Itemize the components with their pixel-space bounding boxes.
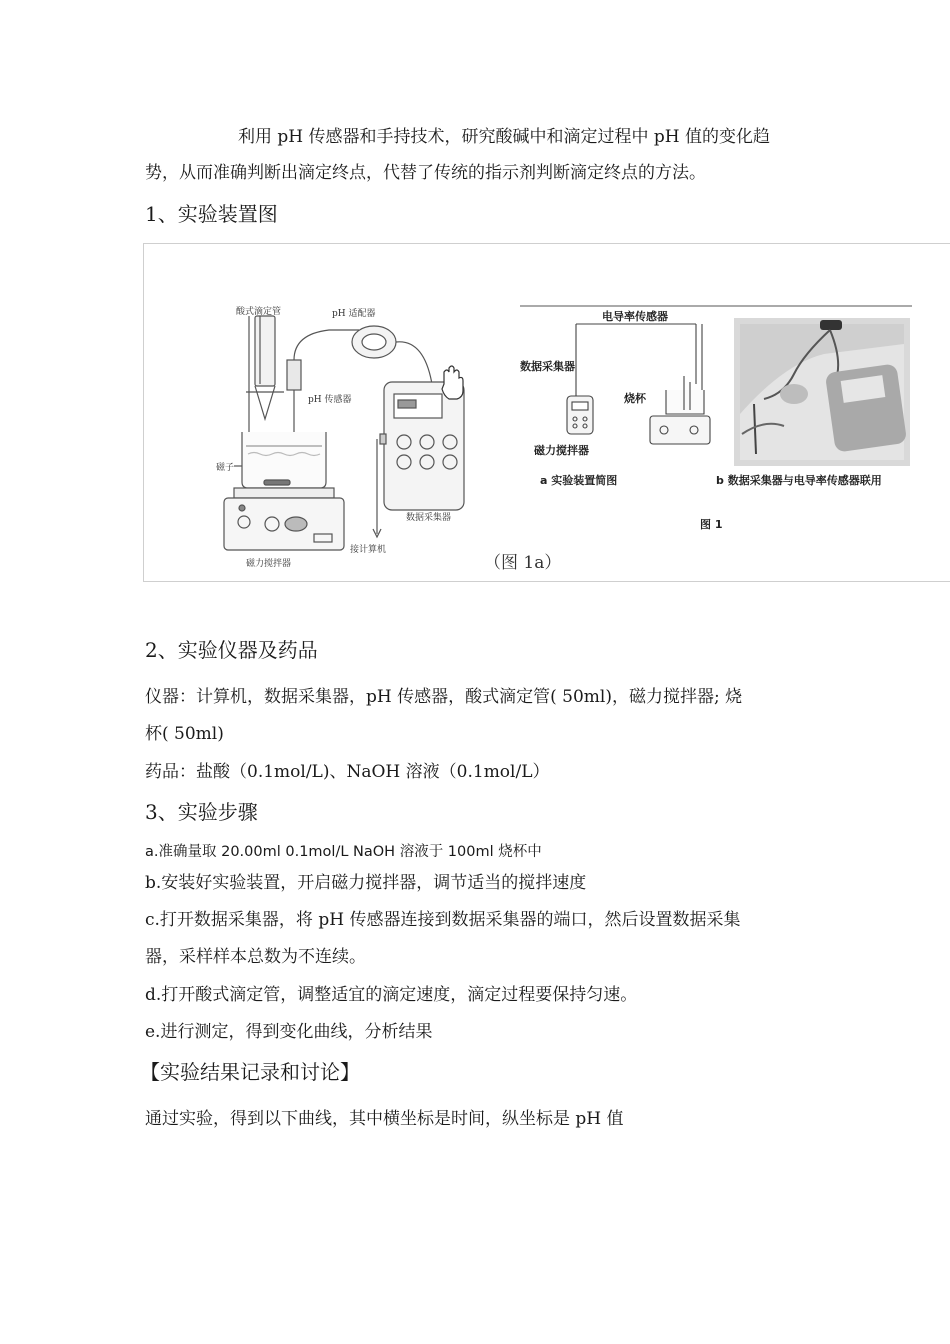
label-beaker: 烧杯: [624, 392, 646, 405]
label-ph-sensor: pH 传感器: [308, 395, 352, 405]
label-left-collector: 数据采集器: [406, 513, 452, 523]
right-diagram-a: [567, 324, 710, 444]
step-c-line-2: 器，采样样本总数为不连续。: [145, 947, 366, 967]
section-2-title: 2、实验仪器及药品: [145, 638, 318, 662]
step-a: a.准确量取 20.00ml 0.1mol/L NaOH 溶液于 100ml 烧杯中: [145, 844, 542, 860]
instruments-line-2: 杯( 50ml): [145, 724, 224, 744]
label-to-computer: 接计算机: [350, 545, 387, 555]
label-magnet: 磁子: [216, 463, 235, 473]
caption-b: b 数据采集器与电导率传感器联用: [716, 474, 882, 487]
label-right-collector: 数据采集器: [520, 360, 575, 373]
step-b: b.安装好实验装置，开启磁力搅拌器，调节适当的搅拌速度: [145, 873, 587, 893]
label-ph-adapter: pH 适配器: [332, 309, 376, 319]
intro-line-2: 势，从而准确判断出滴定终点，代替了传统的指示剂判断滴定终点的方法。: [145, 163, 706, 183]
apparatus-figure: [143, 243, 950, 582]
label-burette: 酸式滴定管: [236, 307, 282, 317]
instruments-line-1: 仪器：计算机，数据采集器，pH 传感器，酸式滴定管( 50ml)，磁力搅拌器; 烧: [145, 687, 743, 707]
label-conductivity-sensor: 电导率传感器: [602, 310, 668, 323]
caption-a: a 实验装置简图: [540, 474, 618, 487]
caption-figure-1: 图 1: [700, 518, 723, 531]
intro-line-1: 利用 pH 传感器和手持技术，研究酸碱中和滴定过程中 pH 值的变化趋: [238, 127, 771, 147]
section-1-title: 1、实验装置图: [145, 202, 278, 226]
label-left-stirrer: 磁力搅拌器: [246, 559, 292, 569]
step-e: e.进行测定，得到变化曲线，分析结果: [145, 1022, 433, 1042]
results-text: 通过实验，得到以下曲线，其中横坐标是时间，纵坐标是 pH 值: [145, 1109, 624, 1129]
reagents-line: 药品：盐酸（0.1mol/L)、NaOH 溶液（0.1mol/L）: [145, 762, 550, 782]
step-c-line-1: c.打开数据采集器，将 pH 传感器连接到数据采集器的端口，然后设置数据采集: [145, 910, 741, 930]
caption-figure-1a: （图 1a）: [484, 553, 562, 573]
photo-collector-with-sensor: [734, 318, 910, 466]
apparatus-illustration: [144, 244, 950, 582]
section-3-title: 3、实验步骤: [145, 800, 258, 824]
results-title: 【实验结果记录和讨论】: [140, 1060, 360, 1084]
step-d: d.打开酸式滴定管，调整适宜的滴定速度，滴定过程要保持匀速。: [145, 985, 638, 1005]
label-right-stirrer: 磁力搅拌器: [534, 444, 589, 457]
